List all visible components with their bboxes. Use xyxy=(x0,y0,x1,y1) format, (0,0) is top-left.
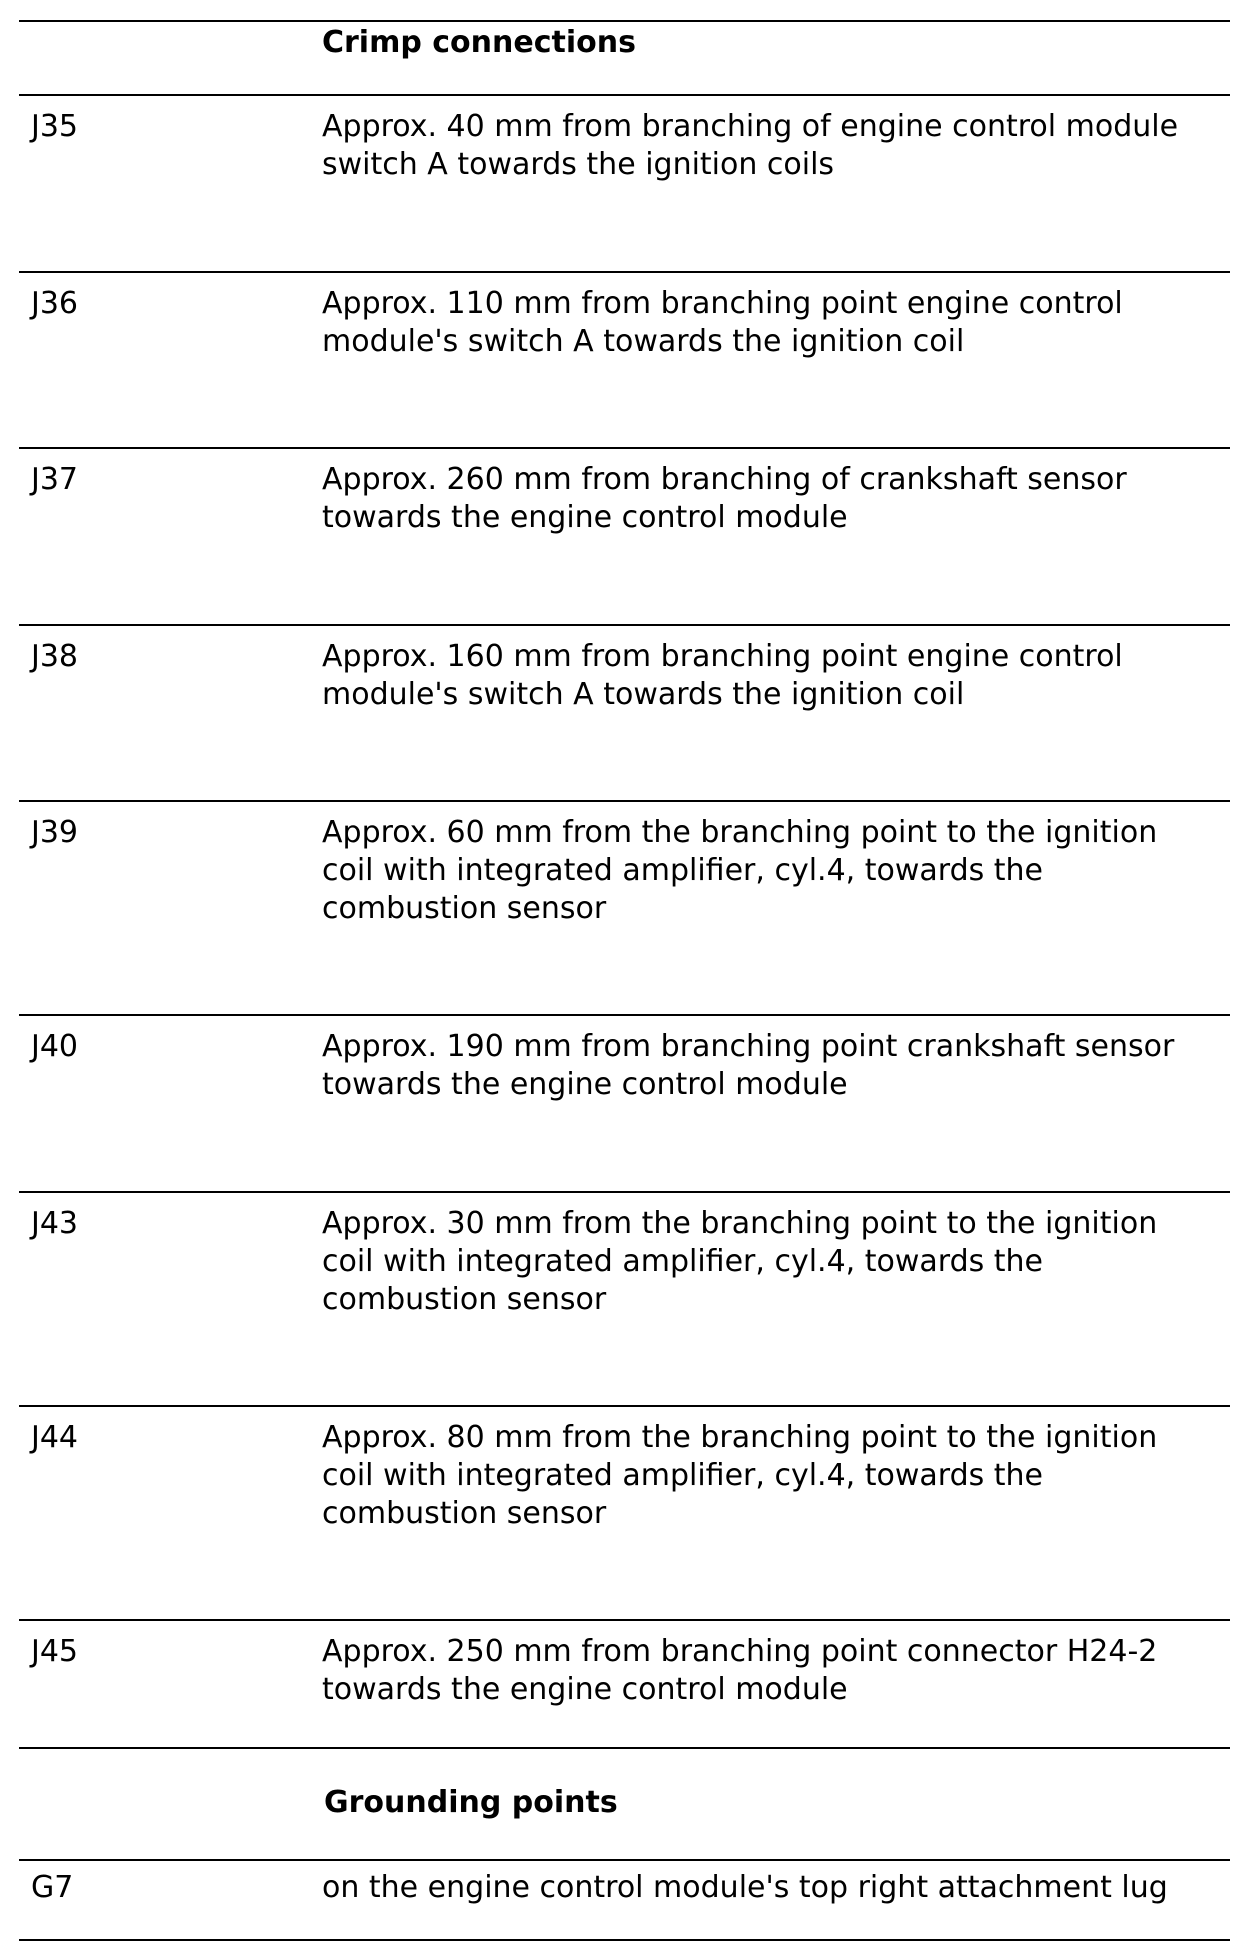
row-description: Approx. 190 mm from branching point crankshaft sensor towards the engine control module xyxy=(322,1029,1175,1102)
row-code: J39 xyxy=(31,815,79,850)
section-heading-crimp-connections: Crimp connections xyxy=(322,25,636,60)
row-description: Approx. 250 mm from branching point connector H24-2 towards the engine control module xyxy=(322,1634,1158,1707)
table-rule xyxy=(19,1859,1230,1861)
table-rule xyxy=(19,624,1230,626)
row-code: J45 xyxy=(31,1634,79,1669)
row-description: Approx. 110 mm from branching point engine control module's switch A towards the ignition coil xyxy=(322,286,1123,359)
table-rule xyxy=(19,1191,1230,1193)
table-rule xyxy=(19,1939,1230,1941)
table-rule xyxy=(19,1747,1230,1749)
table-rule xyxy=(19,1014,1230,1016)
section-heading-grounding-points: Grounding points xyxy=(324,1785,618,1820)
row-code: G7 xyxy=(31,1870,74,1905)
row-description: Approx. 80 mm from the branching point to the ignition coil with integrated amplifier, cyl.4, towards the combustion sensor xyxy=(322,1420,1158,1531)
row-code: J38 xyxy=(31,639,79,674)
table-rule xyxy=(19,1619,1230,1621)
row-description: Approx. 40 mm from branching of engine control module switch A towards the ignition coils xyxy=(322,109,1179,182)
table-rule xyxy=(19,94,1230,96)
table-rule xyxy=(19,800,1230,802)
row-description: Approx. 30 mm from the branching point to the ignition coil with integrated amplifier, cyl.4, towards the combustion sensor xyxy=(322,1206,1158,1317)
row-description: Approx. 260 mm from branching of crankshaft sensor towards the engine control module xyxy=(322,462,1127,535)
row-code: J35 xyxy=(31,109,79,144)
row-code: J36 xyxy=(31,286,79,321)
table-rule xyxy=(19,447,1230,449)
table-rule xyxy=(19,20,1230,22)
row-code: J43 xyxy=(31,1206,79,1241)
table-rule xyxy=(19,271,1230,273)
row-code: J44 xyxy=(31,1420,79,1455)
row-code: J37 xyxy=(31,462,79,497)
row-description: Approx. 160 mm from branching point engine control module's switch A towards the ignition coil xyxy=(322,639,1123,712)
row-description: Approx. 60 mm from the branching point to the ignition coil with integrated amplifier, cyl.4, towards the combustion sensor xyxy=(322,815,1158,926)
row-code: J40 xyxy=(31,1029,79,1064)
table-rule xyxy=(19,1405,1230,1407)
row-description: on the engine control module's top right attachment lug xyxy=(322,1870,1168,1905)
